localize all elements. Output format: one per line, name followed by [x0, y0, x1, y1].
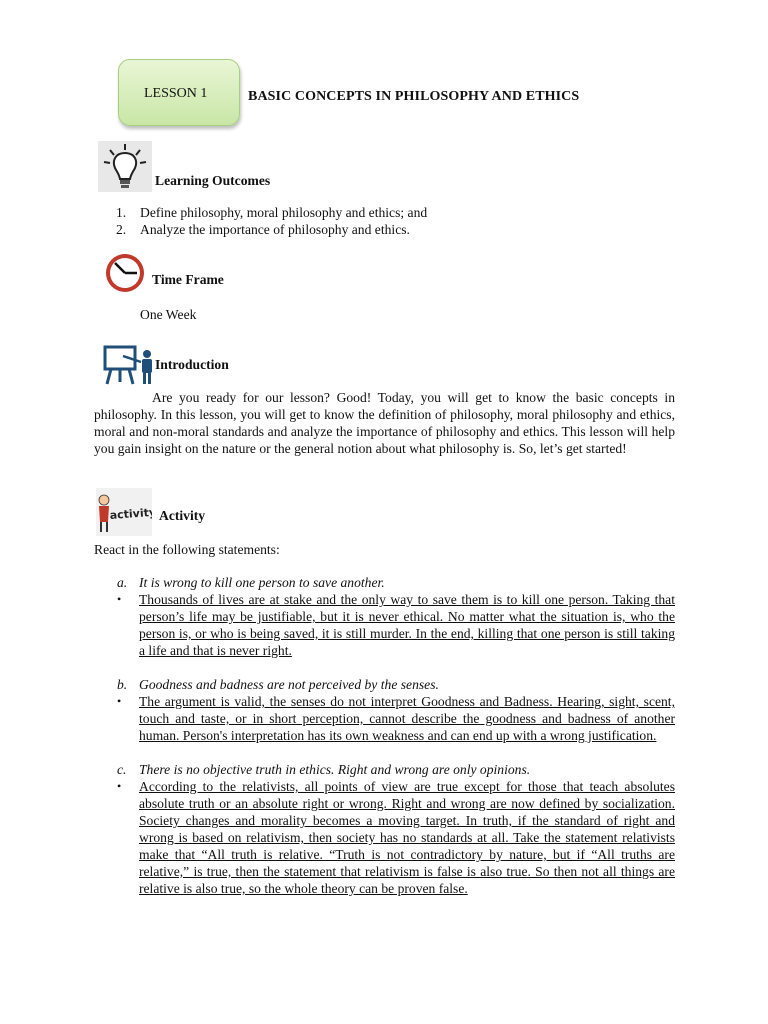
- activity-item-c: [117, 761, 675, 897]
- activity-item-a: [117, 574, 675, 659]
- list-item: [116, 222, 427, 239]
- activity-icon-text: activity: [109, 505, 152, 522]
- item-statement: It is wrong to kill one person to save another.: [139, 575, 385, 590]
- bullet: •: [117, 592, 122, 606]
- item-answer: The argument is valid, the senses do not interpret Goodness and Badness. Hearing, sight, scent, touch and taste, or in short perception, cannot describe the goodness and badness of another human. Person's interpretation has its own weakness and can end up with a wrong justification.: [139, 694, 675, 743]
- list-number: 2.: [116, 221, 127, 237]
- bullet: •: [117, 779, 122, 793]
- item-letter: b.: [117, 677, 128, 692]
- activity-item-b: [117, 676, 675, 744]
- lesson-title: BASIC CONCEPTS IN PHILOSOPHY AND ETHICS: [248, 89, 580, 104]
- item-letter: c.: [117, 762, 127, 777]
- time-frame-heading: Time Frame: [152, 272, 224, 287]
- introduction-heading: Introduction: [155, 357, 229, 372]
- list-text: Analyze the importance of philosophy and ethics.: [140, 221, 410, 237]
- item-answer: According to the relativists, all points of view are true except for those that teach absolutes absolute truth or an absolute right or wrong. Right and wrong are now defined by socialization. Society changes and morality becomes a moving target. In truth, if the standard of right and wrong is based on relativism, then society has no standards at all. Take the statement relativists make that “All truth is relative. “Truth is not contradictory by nature, but if “All truths are relative,” is true, then the statement that relativism is false is also true. So then not all things are relative is also true, so the whole theory can be proven false.: [139, 779, 675, 896]
- lesson-label: LESSON 1: [144, 86, 208, 101]
- introduction-paragraph: [94, 389, 675, 457]
- item-answer: Thousands of lives are at stake and the only way to save them is to kill one person. Taking that person’s life may be justifiable, but it is never ethical. No matter what the situation is, who the person is, or who is being saved, it is still murder. In the end, killing that one person is still taking a life and that is never right.: [139, 592, 675, 658]
- bullet: •: [117, 694, 122, 708]
- presenter-icon: [103, 344, 155, 386]
- clock-icon: [101, 250, 149, 296]
- introduction-text: Are you ready for our lesson? Good! Today, you will get to know the basic concepts in philosophy. In this lesson, you will get to know the definition of philosophy, moral philosophy and ethics, moral and non-moral standards and analyze the importance of philosophy and ethics. This lesson will help you gain insight on the nature or the general notion about what philosophy is. So, let’s get started!: [94, 390, 675, 456]
- item-statement: Goodness and badness are not perceived by the senses.: [139, 677, 439, 692]
- activity-heading: Activity: [159, 508, 206, 523]
- time-frame-value: One Week: [140, 307, 197, 322]
- learning-outcomes-heading: Learning Outcomes: [155, 173, 271, 188]
- lightbulb-icon: [98, 141, 152, 192]
- item-statement: There is no objective truth in ethics. Right and wrong are only opinions.: [139, 762, 531, 777]
- learning-outcomes-list: [116, 205, 427, 238]
- list-item: [116, 205, 427, 222]
- activity-icon: [96, 488, 152, 536]
- item-letter: a.: [117, 575, 128, 590]
- list-text: Define philosophy, moral philosophy and ethics; and: [140, 205, 428, 220]
- list-number: 1.: [116, 205, 127, 220]
- activity-instruction: React in the following statements:: [94, 542, 280, 557]
